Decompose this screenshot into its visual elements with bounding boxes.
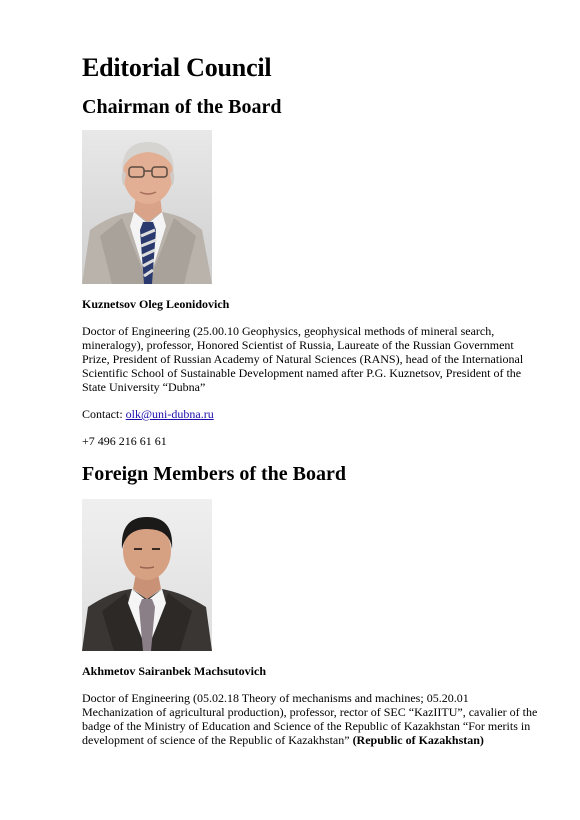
foreign-member-name: Akhmetov Sairanbek Machsutovich bbox=[82, 664, 267, 678]
chairman-contact bbox=[82, 407, 542, 421]
page-title: Editorial Council bbox=[82, 53, 272, 82]
section-heading-foreign-members: Foreign Members of the Board bbox=[82, 463, 347, 485]
foreign-member-country: (Republic of Kazakhstan) bbox=[352, 733, 484, 747]
chairman-photo bbox=[82, 130, 212, 284]
foreign-member-bio bbox=[82, 691, 542, 747]
contact-label: Contact: bbox=[82, 407, 123, 421]
section-heading-chairman: Chairman of the Board bbox=[82, 96, 282, 118]
chairman-name: Kuznetsov Oleg Leonidovich bbox=[82, 297, 230, 311]
chairman-email-link[interactable]: olk@uni-dubna.ru bbox=[125, 407, 214, 421]
foreign-member-bio-text: Doctor of Engineering (05.02.18 Theory of mechanisms and machines; 05.20.01 Mechanization of agricultural production), professor, rector of SEC “KazIITU”, cavalier of the badge of the Ministry of Education and Science of the Republic of Kazakhstan “For merits in development of science of the Republic of Kazakhstan” bbox=[82, 691, 538, 747]
foreign-member-photo bbox=[82, 499, 212, 651]
chairman-bio: Doctor of Engineering (25.00.10 Geophysics, geophysical methods of mineral search, mineralogy), professor, Honored Scientist of Russia, Laureate of the Russian Government Prize, President of Russian Academy of Natural Sciences (RANS), head of the International Scientific School of Sustainable Development named after P.G. Kuznetsov, President of the State University “Dubna” bbox=[82, 324, 524, 394]
page-content bbox=[82, 50, 542, 747]
chairman-phone: +7 496 216 61 61 bbox=[82, 434, 167, 448]
